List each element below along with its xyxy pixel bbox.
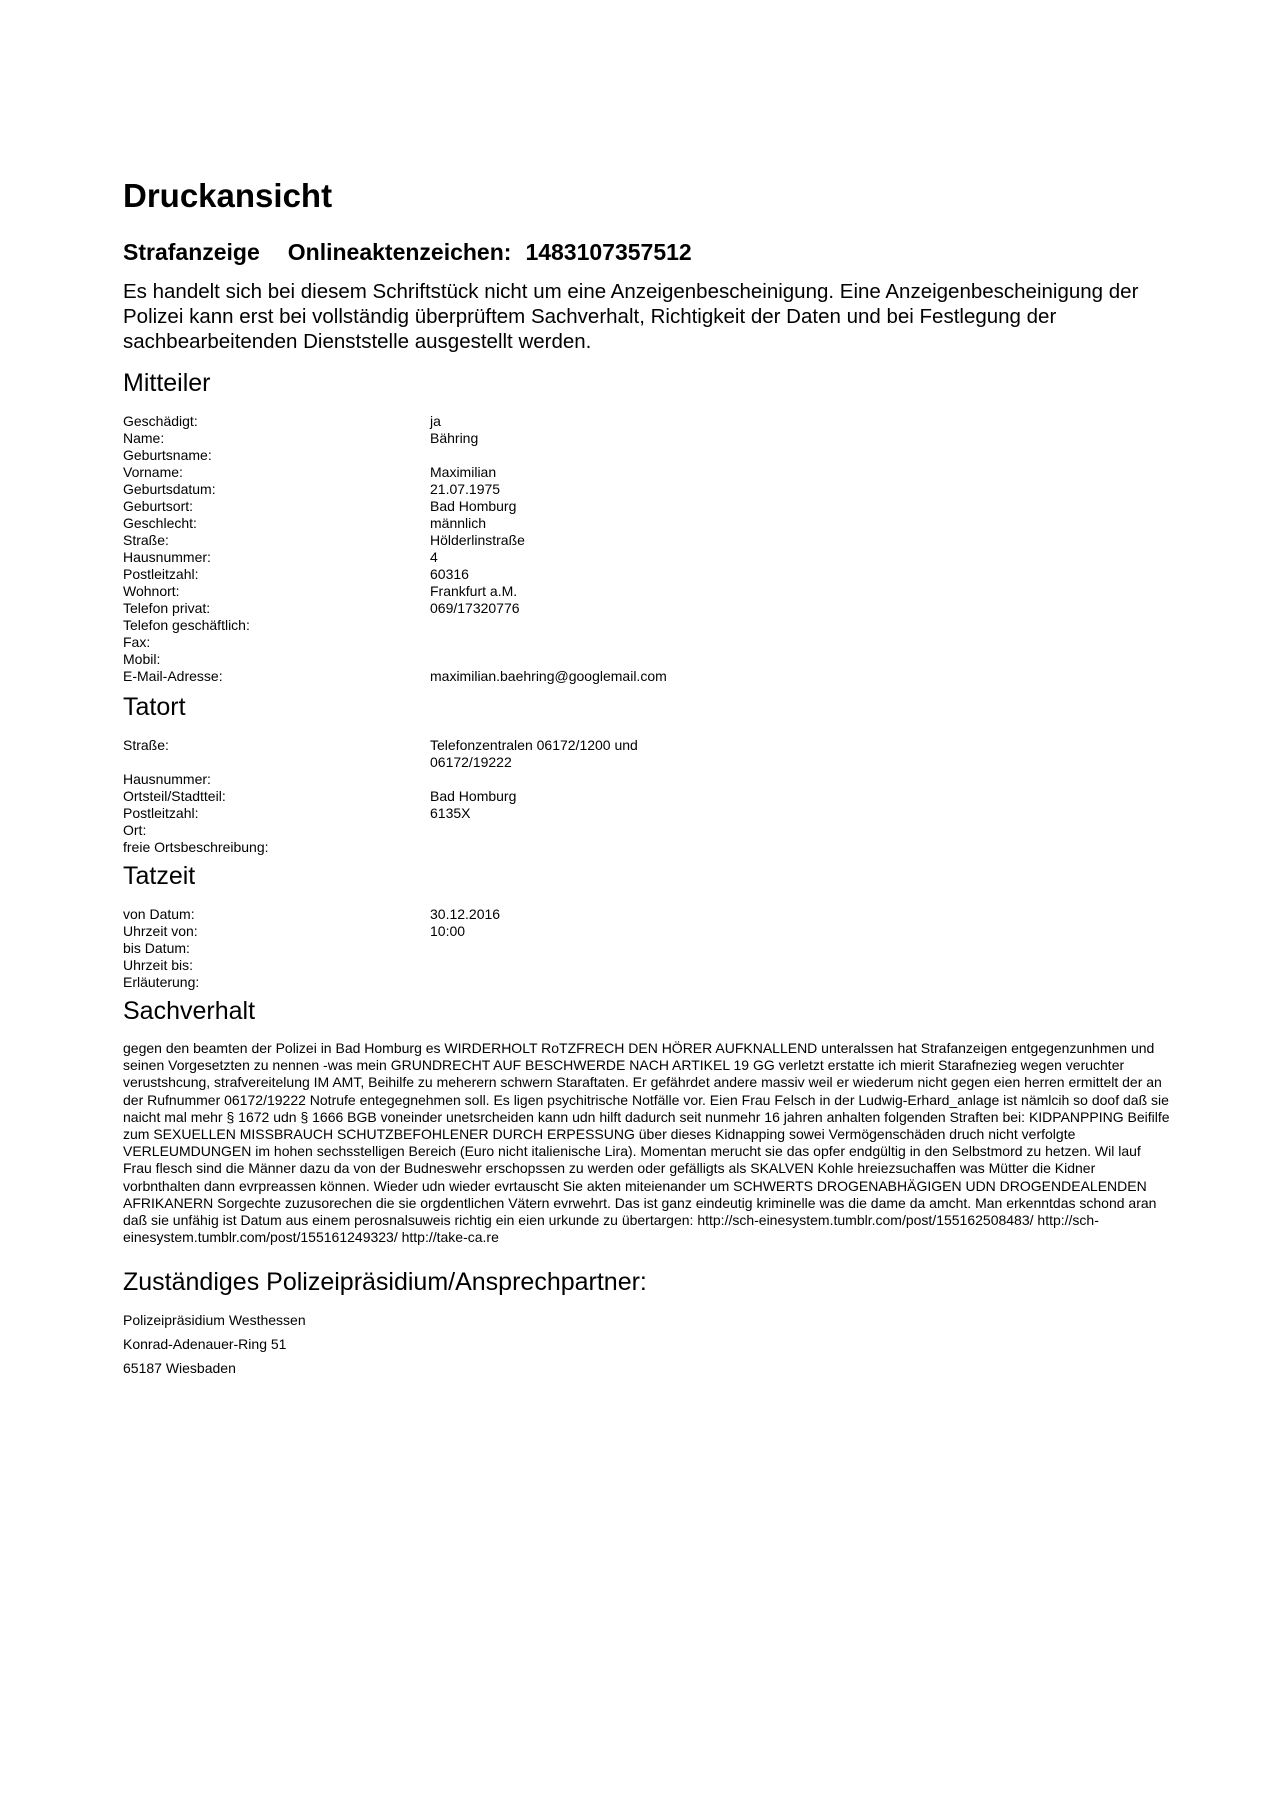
sachverhalt-text: gegen den beamten der Polizei in Bad Homburg es WIRDERHOLT RoTZFRECH DEN HÖRER AUFKNALLEND unteralssen hat Strafanzeigen entgegenzunhmen und seinen Vorgesetzten zu nennen -was mein GRUNDRECHT AUF BESCHWERDE NACH ARTIKEL 19 GG verletzt erstatte ich mierit Starafnezieg wegen veruchter verustshcung, strafvereitelung IM AMT, Beihilfe zu meherern schwern Staraftaten. Er gefährdet andere massiv weil er wiederum nicht gegen eien herren ermittelt der an der Rufnummer 06172/19222 Notrufe entegegnehmen soll. Es ligen psychitrische Notfälle vor. Eien Frau Felsch in der Ludwig-Erhard_anlage ist nämlcih so doof daß sie naicht mal mehr § 1672 udn § 1666 BGB voneinder unetsrcheiden kann udn hilft dadurch seit nunmehr 16 jahren anhalten folgenden Straften bei: KIDPANPPING Beifilfe zum SEXUELLEN MISSBRAUCH SCHUTZBEFOHLENER DURCH ERPESSUNG über dieses Kidnapping sowei Vermögenschäden druch nicht verfolgte VERLEUMDUNGEN im hohen sechsstelligen Bereich (Euro nicht italienische Lira). Momentan merucht sie das opfer endgültig in den Selbstmord zu hetzen. Wil lauf Frau flesch sind die Männer dazu da von der Budneswehr erschopssen zu werden oder gefälligts als SKALVEN Kohle hreiezsuchaffen was Mütter die Kidner vorbnthalten dann evrpreassen können. Wieder udn wieder evrtauscht Sie akten miteienander um SCHWERTS DROGENABHÄGIGEN UDN DROGENDEALENDEN AFRIKANERN Sorgechte zuzusorechen die sie orgdentlichen Vätern evrwehrt. Das ist ganz eindeutig kriminelle was die dame da amcht. Man erkenntdas schond aran daß sie unfähig ist Datum aus einem perosnalsuweis richtig ein eien urkunde zu übertargen: http://sch-einesystem.tumblr.com/post/155162508483/ http://sch-einesystem.tumblr.com/post/155161249323/ http://take-ca.re (123, 1040, 1170, 1246)
field-row (123, 957, 1173, 974)
field-label: Geschlecht: (123, 515, 197, 531)
field-label: Geschädigt: (123, 413, 198, 429)
field-label: Uhrzeit von: (123, 923, 198, 939)
field-label: Geburtsort: (123, 498, 194, 514)
field-value: 30.12.2016 (430, 906, 501, 922)
field-row (123, 651, 1173, 668)
field-label: Telefon privat: (123, 600, 211, 616)
field-label: Postleitzahl: (123, 566, 199, 582)
field-value (430, 651, 1173, 668)
section-heading-polizei: Zuständiges Polizeipräsidium/Ansprechpartner: (123, 1268, 647, 1296)
field-value: 069/17320776 (430, 600, 520, 616)
field-label: Fax: (123, 634, 151, 650)
field-value (430, 634, 1173, 651)
field-row (123, 498, 1173, 515)
field-value (430, 940, 1173, 957)
field-label: Ortsteil/Stadtteil: (123, 788, 226, 804)
field-row (123, 634, 1173, 651)
field-row (123, 430, 1173, 447)
field-row (123, 413, 1173, 430)
field-value: männlich (430, 515, 487, 531)
field-value (430, 617, 1173, 634)
field-value: 4 (430, 549, 438, 565)
field-value: Maximilian (430, 464, 497, 480)
field-label: Hausnummer: (123, 771, 211, 787)
tatort-fields (123, 737, 1173, 856)
field-label: Name: (123, 430, 165, 446)
field-value: 6135X (430, 805, 471, 821)
field-value: ja (430, 413, 441, 429)
section-heading-mitteiler: Mitteiler (123, 369, 211, 397)
file-number-value: 1483107357512 (525, 239, 692, 265)
page-title: Druckansicht (123, 177, 333, 214)
section-heading-tatort: Tatort (123, 693, 186, 721)
field-value: Hölderlinstraße (430, 532, 525, 548)
field-label: Telefon geschäftlich: (123, 617, 250, 633)
field-label: Erläuterung: (123, 974, 200, 990)
field-value: Bähring (430, 430, 479, 446)
field-row (123, 923, 1173, 940)
field-row (123, 532, 1173, 549)
field-row (123, 668, 1173, 685)
field-value (430, 974, 1173, 991)
field-row (123, 549, 1173, 566)
field-row (123, 464, 1173, 481)
field-label: freie Ortsbeschreibung: (123, 839, 269, 855)
field-label: Postleitzahl: (123, 805, 199, 821)
field-row (123, 839, 1173, 856)
field-value (430, 447, 1173, 464)
tatzeit-fields (123, 906, 1173, 991)
field-value: 60316 (430, 566, 469, 582)
field-label: Uhrzeit bis: (123, 957, 194, 973)
field-value: maximilian.baehring@googlemail.com (430, 668, 667, 684)
police-city: 65187 Wiesbaden (123, 1360, 236, 1376)
field-row (123, 940, 1173, 957)
mitteiler-fields (123, 413, 1173, 685)
field-row (123, 805, 1173, 822)
field-label: Straße: (123, 737, 169, 753)
police-street-address: Konrad-Adenauer-Ring 51 (123, 1336, 287, 1352)
field-value (430, 822, 1173, 839)
field-value: 10:00 (430, 923, 466, 939)
field-label: bis Datum: (123, 940, 190, 956)
field-row (123, 515, 1173, 532)
field-label: Straße: (123, 532, 169, 548)
field-value: Bad Homburg (430, 498, 517, 514)
field-row (123, 822, 1173, 839)
field-label: Hausnummer: (123, 549, 211, 565)
field-value: Bad Homburg (430, 788, 517, 804)
field-label: Geburtsname: (123, 447, 212, 463)
file-number-label: Onlineaktenzeichen: (287, 239, 512, 265)
field-row (123, 600, 1173, 617)
section-heading-tatzeit: Tatzeit (123, 862, 196, 890)
field-row (123, 447, 1173, 464)
field-row (123, 583, 1173, 600)
field-row (123, 617, 1173, 634)
field-label: Vorname: (123, 464, 183, 480)
police-headquarters-name: Polizeipräsidium Westhessen (123, 1312, 306, 1328)
disclaimer-text: Es handelt sich bei diesem Schriftstück nicht um eine Anzeigenbescheinigung. Eine Anzeigenbescheinigung der Polizei kann erst bei vollständig überprüftem Sachverhalt, Richtigkeit der Daten und bei Festlegung der sachbearbeitenden Dienststelle ausgestellt werden. (123, 280, 1139, 353)
field-row (123, 771, 1173, 788)
field-label: Wohnort: (123, 583, 180, 599)
field-value: 21.07.1975 (430, 481, 501, 497)
section-heading-sachverhalt: Sachverhalt (123, 997, 256, 1025)
field-row (123, 906, 1173, 923)
field-label: E-Mail-Adresse: (123, 668, 223, 684)
field-row (123, 481, 1173, 498)
field-label: Mobil: (123, 651, 161, 667)
field-value (430, 771, 1173, 788)
field-value: Telefonzentralen 06172/1200 und 06172/19222 (430, 737, 638, 770)
report-type-label: Strafanzeige (123, 239, 260, 265)
field-label: von Datum: (123, 906, 195, 922)
field-label: Geburtsdatum: (123, 481, 216, 497)
field-value: Frankfurt a.M. (430, 583, 518, 599)
field-row (123, 974, 1173, 991)
field-value (430, 957, 1173, 974)
field-label: Ort: (123, 822, 147, 838)
field-row (123, 737, 1173, 771)
field-row (123, 788, 1173, 805)
field-value (430, 839, 1173, 856)
report-subtitle (123, 237, 692, 267)
field-row (123, 566, 1173, 583)
